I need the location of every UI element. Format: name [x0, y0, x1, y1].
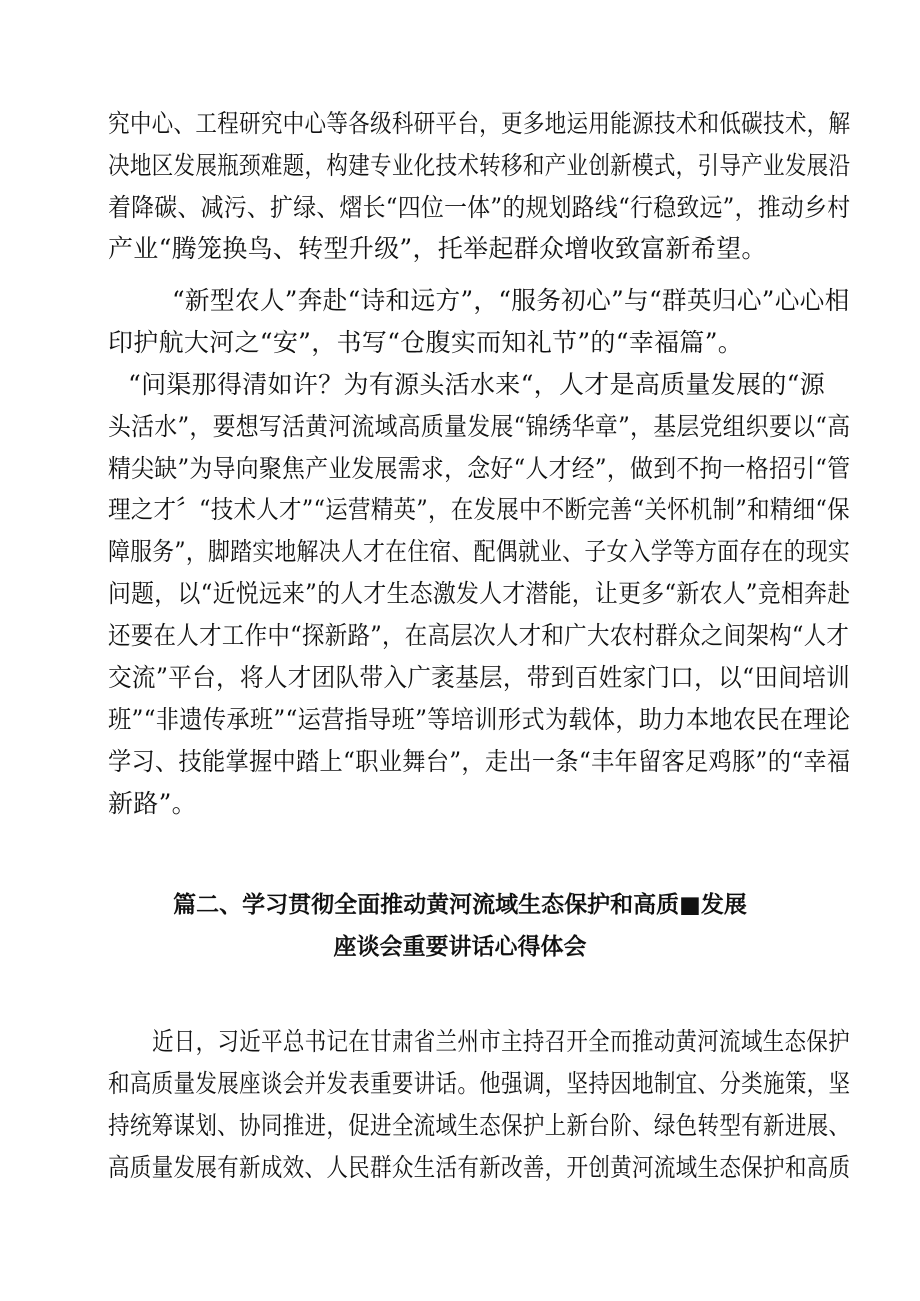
text-line: 究中心、工程研究中心等各级科研平台，更多地运用能源技术和低碳技术，解: [108, 109, 851, 138]
text-line: 和高质量发展座谈会并发表重要讲话。他强调，坚持因地制宜、分类施策，坚: [108, 1069, 851, 1098]
text-line: 班”“非遗传承班”“运营指导班”等培训形式为载体，助力本地农民在理论: [108, 705, 851, 734]
text-line: 印护航大河之“安”，书写“仓腹实而知礼节”的“幸福篇”。: [108, 328, 744, 357]
text-line: 学习、技能掌握中踏上“职业舞台”，走出一条“丰年留客足鸡豚”的“幸福: [108, 747, 851, 776]
text-line: 精尖缺”为导向聚焦产业发展需求，念好“人才经”，做到不拘一格招引“管: [108, 454, 851, 483]
text-line: 还要在人才工作中“探新路”，在高层次人才和广大农村群众之间架构“人才: [108, 621, 850, 650]
text-line: 高质量发展有新成效、人民群众生活有新改善，开创黄河流域生态保护和高质: [108, 1153, 851, 1182]
heading-line: 座谈会重要讲话心得体会: [333, 934, 587, 960]
text-line: “新型农人”奔赴“诗和远方”，“服务初心”与“群英归心”心心相: [172, 286, 850, 315]
text-line: 产业“腾笼换鸟、转型升级”，托举起群众增收致富新希望。: [108, 234, 767, 263]
text-line: 交流”平台，将人才团队带入广袤基层，带到百姓家门口，以“田间培训: [108, 663, 850, 692]
text-line: 着降碳、减污、扩绿、熠长“四位一体”的规划路线“行稳致远”，推动乡村: [108, 193, 851, 222]
heading-line: 篇二、学习贯彻全面推动黄河流域生态保护和高质■发展: [173, 892, 747, 918]
text-line: 近日，习近平总书记在甘肃省兰州市主持召开全而推动黄河流域生态保护: [152, 1027, 850, 1056]
text-line: 头活水”，要想写活黄河流域高质量发展“锦绣华章”，基层党组织要以“高: [108, 412, 851, 441]
text-line: 问题，以“近悦远来”的人才生态激发人才潜能，让更多“新农人”竞相奔赴: [108, 579, 851, 608]
text-line: 新路”。: [108, 789, 197, 818]
text-line: 理之才〞“技术人才”“运营精英”，在发展中不断完善“关怀机制”和精细“保: [108, 495, 850, 524]
text-line: 持统筹谋划、协同推进，促进全流域生态保护上新台阶、绿色转型有新进展、: [108, 1111, 851, 1140]
text-line: “问渠那得清如许？为有源头活水来“，人才是高质量发展的“源: [128, 370, 826, 399]
text-line: 障服务”，脚踏实地解决人才在住宿、配偶就业、子女入学等方面存在的现实: [108, 537, 850, 566]
text-line: 决地区发展瓶颈难题，构建专业化技术转移和产业创新模式，引导产业发展沿: [108, 151, 851, 180]
